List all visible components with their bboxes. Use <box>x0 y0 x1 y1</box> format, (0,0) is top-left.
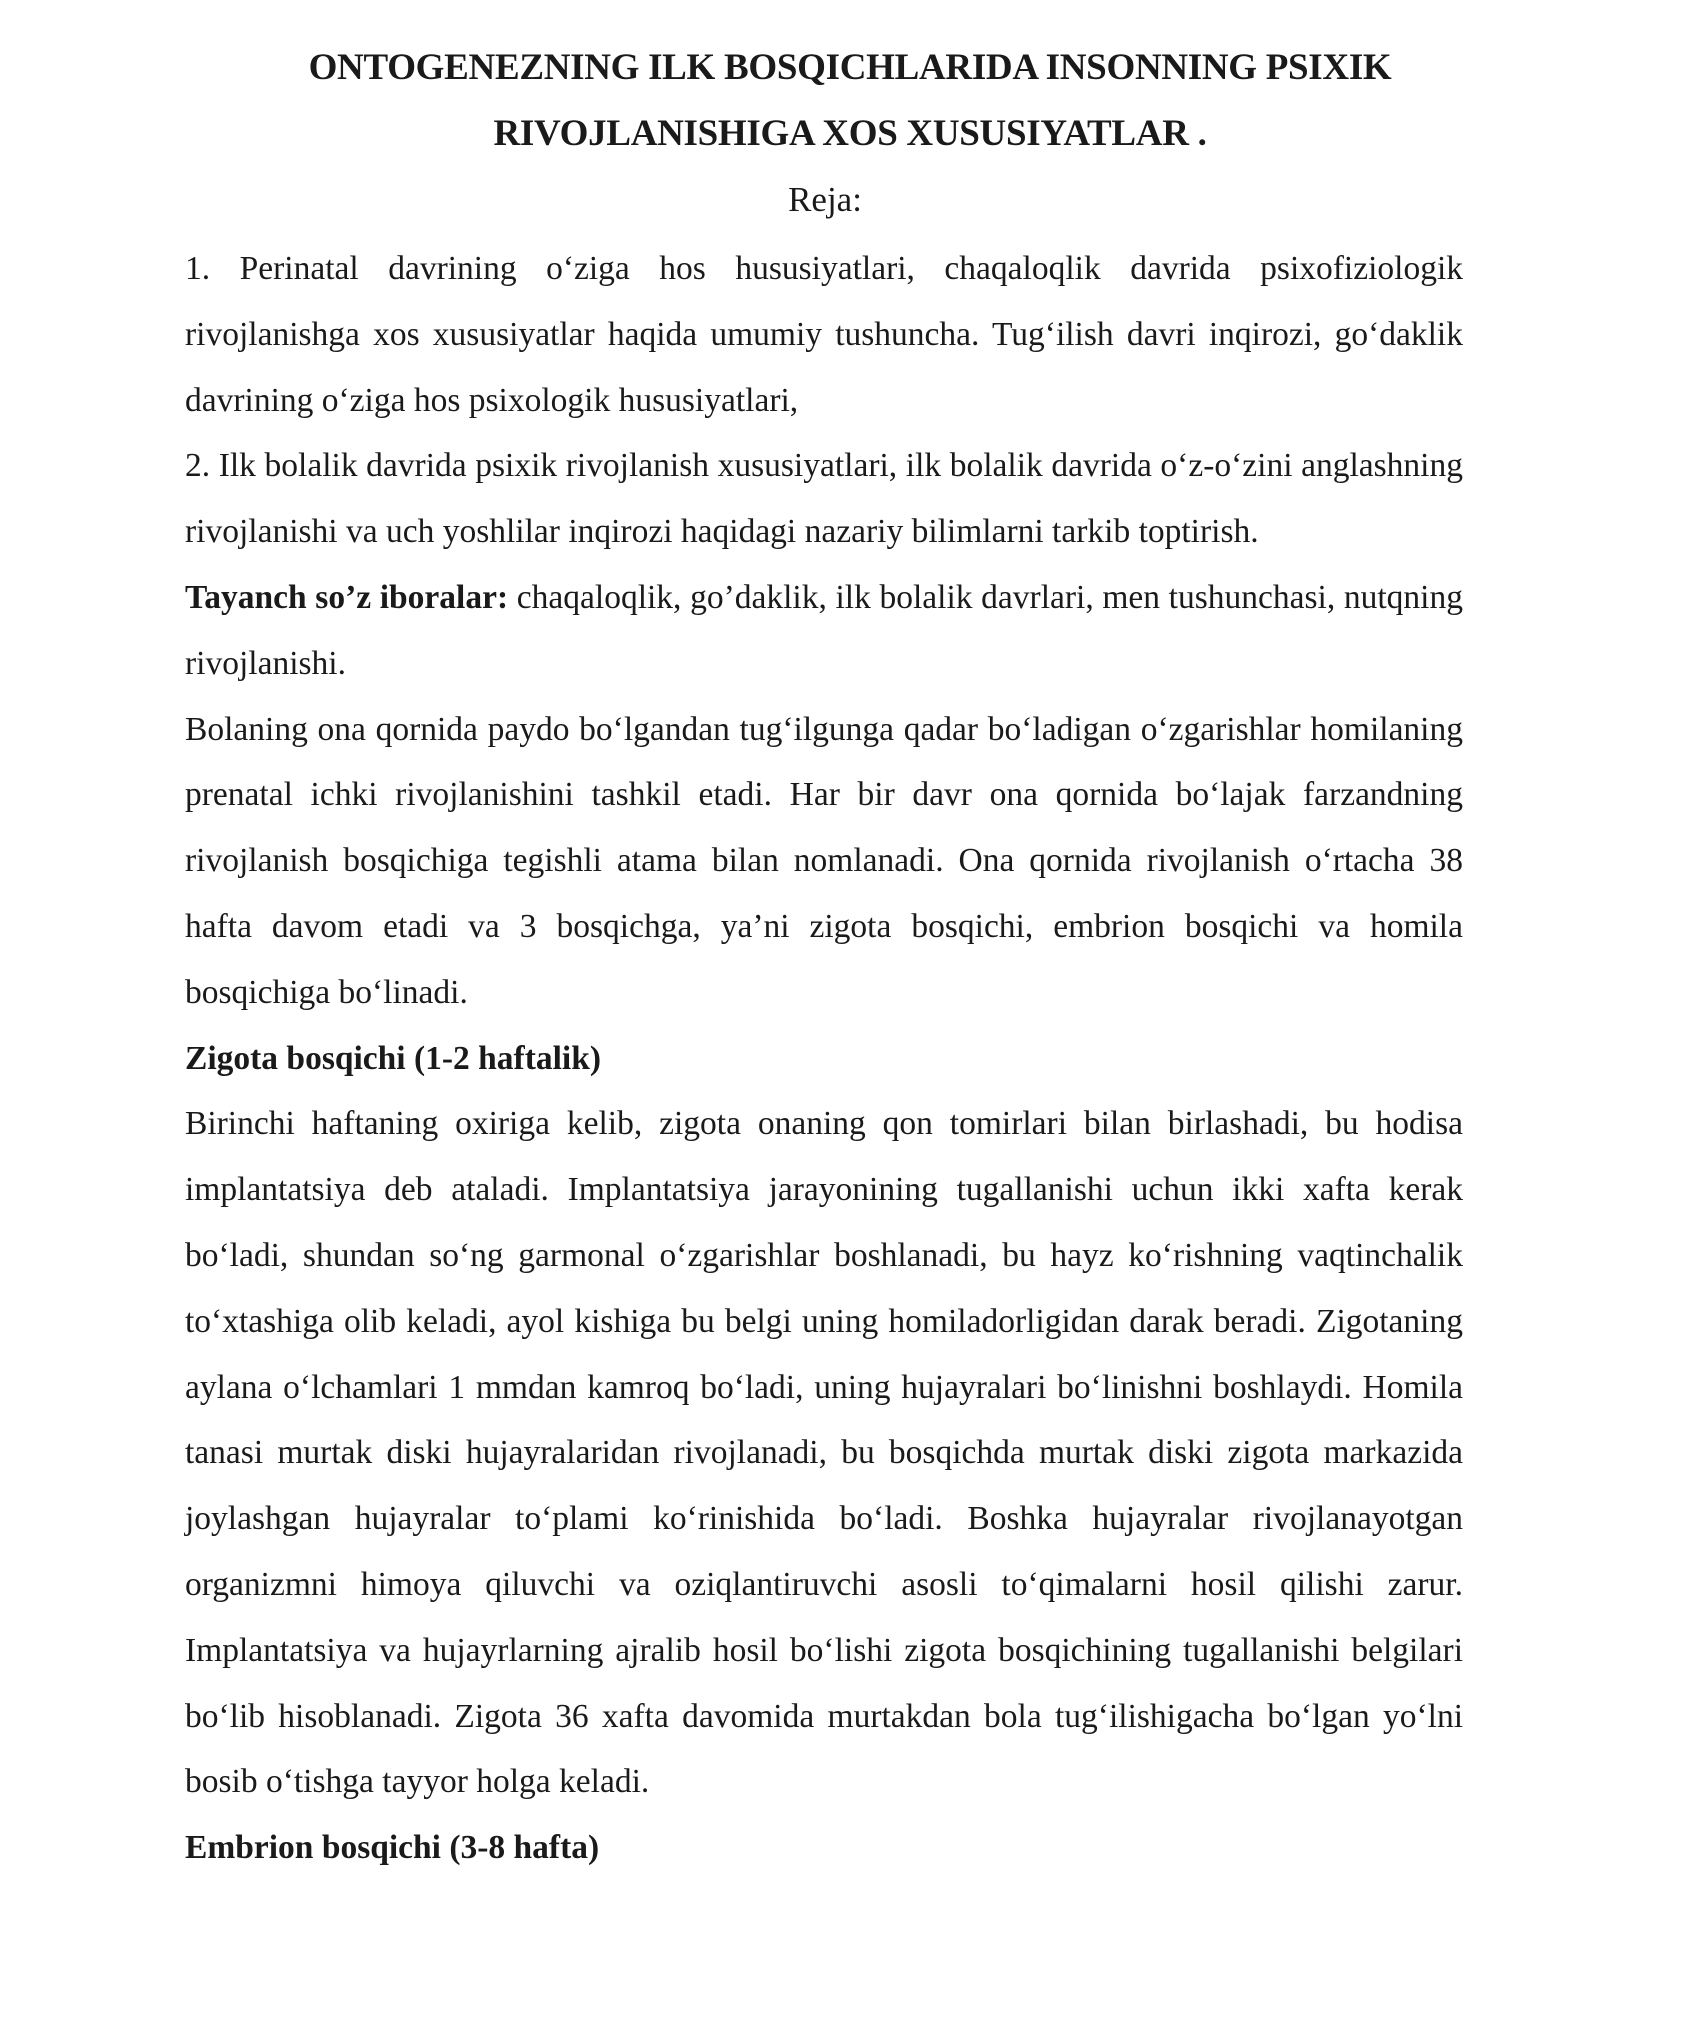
section-paragraph-zigota: Birinchi haftaning oxiriga kelib, zigota onaning qon tomirlari bilan birlashadi, bu hodisa implantatsiya deb ataladi. Implantatsiya jarayonining tugallanishi uchun ikki xafta kerak bo‘ladi, shundan so‘ng garmonal o‘zgarishlar boshlanadi, bu hayz ko‘rishning vaqtinchalik to‘xtashiga olib keladi, ayol kishiga bu belgi uning homiladorligidan darak beradi. Zigotaning aylana o‘lchamlari 1 mmdan kamroq bo‘ladi, uning hujayralari bo‘linishni boshlaydi. Homila tanasi murtak diski hujayralaridan rivojlanadi, bu bosqichda murtak diski zigota markazida joylashgan hujayralar to‘plami ko‘rinishida bo‘ladi. Boshka hujayralar rivojlanayotgan organizmni himoya qiluvchi va oziqlantiruvchi asosli to‘qimalarni hosil qilishi zarur. Implantatsiya va hujayrlarning ajralib hosil bo‘lishi zigota bosqichining tugallanishi belgilari bo‘lib hisoblanadi. Zigota 36 xafta davomida murtakdan bola tug‘ilishigacha bo‘lgan yo‘lni bosib o‘tishga tayyor holga keladi. <box>185 1105 1463 1801</box>
intro-paragraph: Bolaning ona qornida paydo bo‘lgandan tug‘ilgunga qadar bo‘ladigan o‘zgarishlar homilaning prenatal ichki rivojlanishini tashkil etadi. Har bir davr ona qornida bo‘lajak farzandning rivojlanish bosqichiga tegishli atama bilan nomlanadi. Ona qornida rivojlanish o‘rtacha 38 hafta davom etadi va 3 bosqichga, ya’ni zigota bosqichi, embrion bosqichi va homila bosqichiga bo‘linadi. <box>185 710 1463 1011</box>
document-title-line-1: ONTOGENEZNING ILK BOSQICHLARIDA INSONNING PSIXIK <box>308 47 1392 88</box>
keywords-paragraph <box>185 565 1463 697</box>
plan-item-2: 2. Ilk bolalik davrida psixik rivojlanish xususiyatlari, ilk bolalik davrida o‘z-o‘zini anglashning rivojlanishi va uch yoshlilar inqirozi haqidagi nazariy bilimlarni tarkib toptirish. <box>185 447 1463 551</box>
document-title-line-2: RIVOJLANISHIGA XOS XUSUSIYATLAR . <box>493 113 1207 154</box>
section-heading-embrion: Embrion bosqichi (3-8 hafta) <box>185 1829 600 1867</box>
keywords-text: chaqaloqlik, go’daklik, ilk bolalik davrlari, men tushunchasi, nutqning rivojlanishi. <box>185 578 1463 682</box>
keywords-label: Tayanch so’z iboralar: <box>185 578 509 616</box>
plan-item-1: 1. Perinatal davrining o‘ziga hos hususiyatlari, chaqaloqlik davrida psixofiziologik rivojlanishga xos xususiyatlar haqida umumiy tushuncha. Tug‘ilish davri inqirozi, go‘daklik davrining o‘ziga hos psixologik hususiyatlari, <box>185 250 1463 419</box>
plan-label: Reja: <box>788 180 862 219</box>
document-body <box>185 236 1463 1881</box>
section-heading-zigota: Zigota bosqichi (1-2 haftalik) <box>185 1039 602 1077</box>
